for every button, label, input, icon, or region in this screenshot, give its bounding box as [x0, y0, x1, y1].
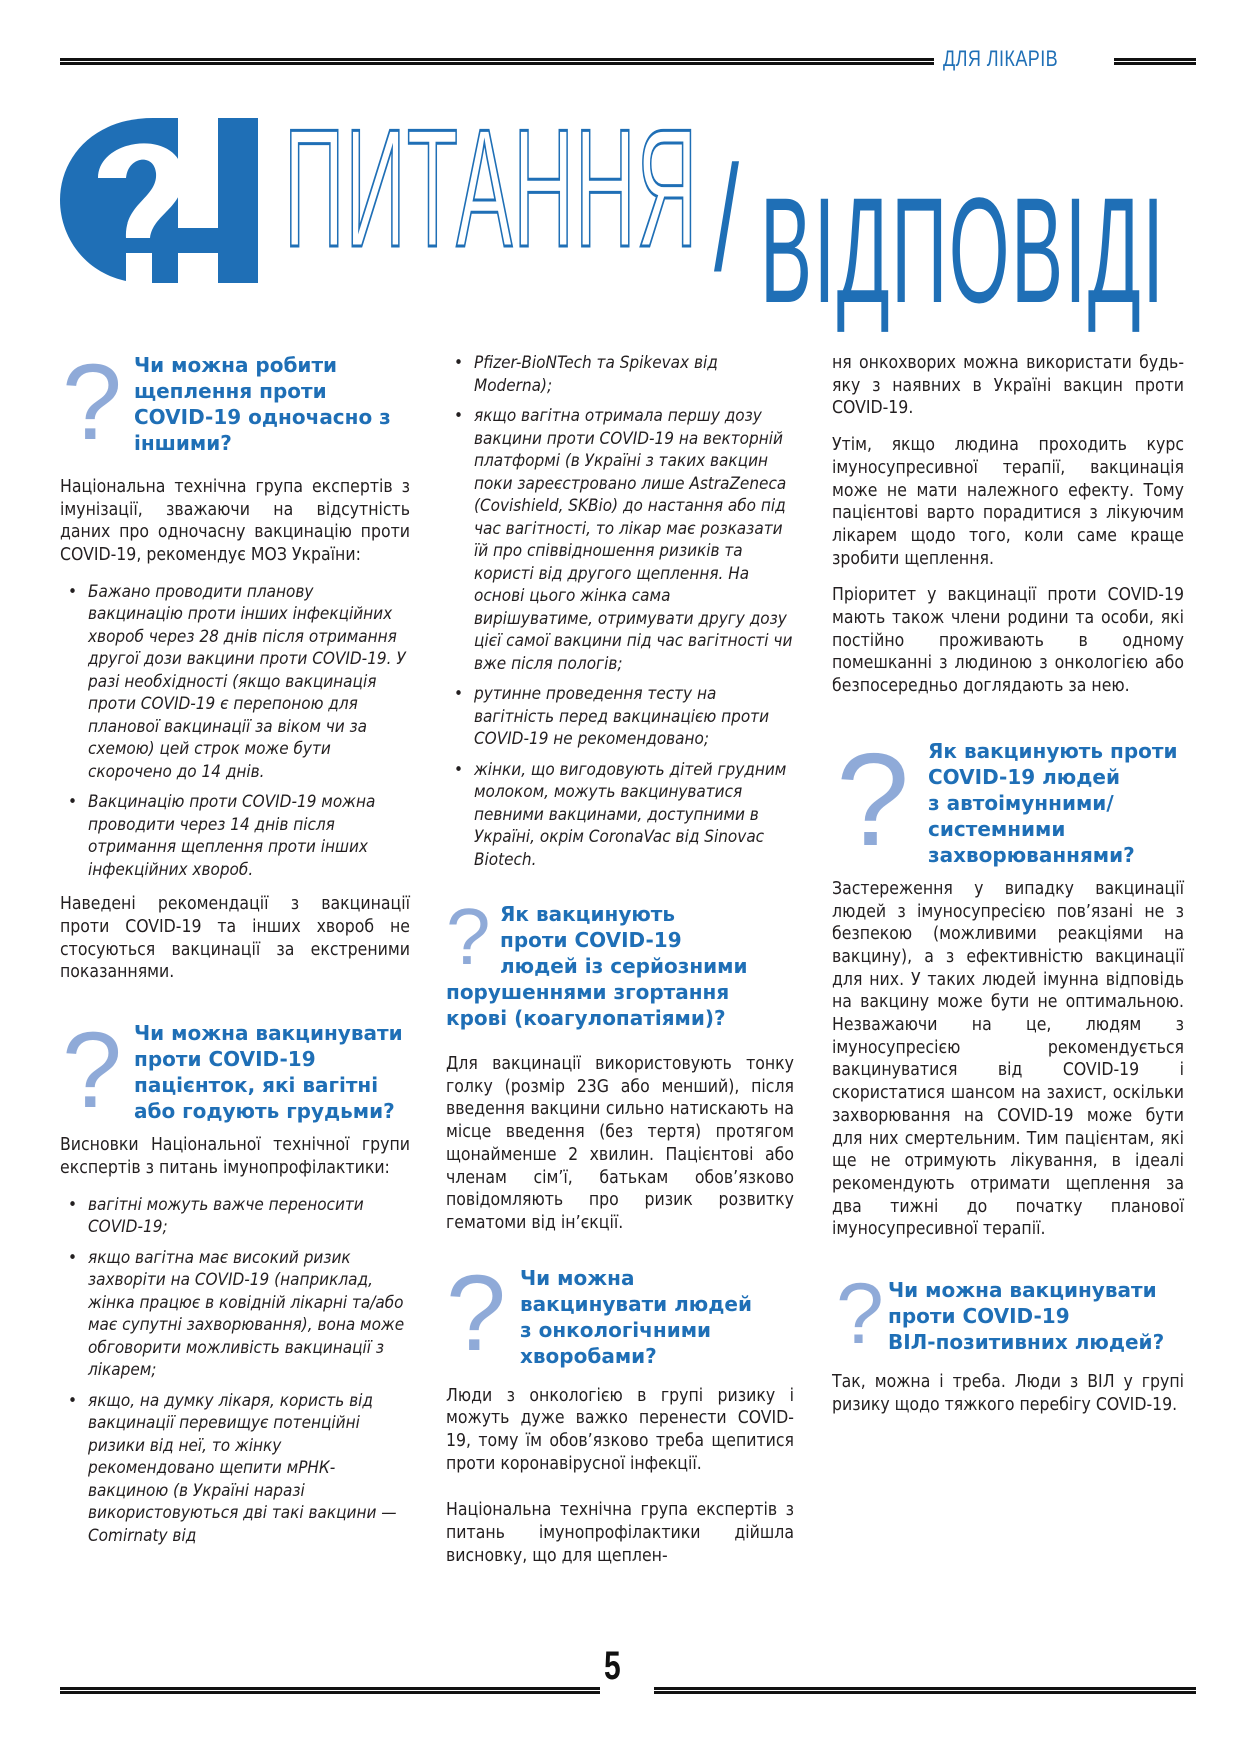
bullet-item: • вагітні можуть важче переносити COVID-19;	[88, 1194, 410, 1239]
bullet-item: • Вакцинацію проти COVID-19 можна проводити через 14 днів після отримання щеплення проти інших інфекційних хвороб.	[88, 791, 410, 881]
page-number: 5	[604, 1644, 621, 1688]
paragraph: Наведені рекомендації з вакцинації проти COVID-19 та інших хвороб не стосуються вакцинації за екстреними показаннями.	[60, 894, 410, 983]
bullet-list	[60, 1194, 410, 1548]
question-logo-icon	[58, 118, 258, 283]
question-title: Чи можна вакцинувати проти COVID-19 пацієнток, які вагітні або годують грудьми?	[134, 1021, 403, 1124]
question-heading	[446, 1251, 794, 1373]
question-heading	[446, 892, 794, 1031]
bullet-list	[60, 581, 410, 882]
question-title: Чи можна вакцинувати проти COVID-19 ВІЛ-позитивних людей?	[888, 1278, 1165, 1355]
bullet-item: • жінки, що вигодовують дітей грудним молоком, можуть вакцинуватися певними вакцинами, доступними в Україні, окрім CoronaVac від Sinovac Biotech.	[474, 759, 794, 872]
paragraph: Національна технічна група експертів з питань імунопрофілактики дійшла висновку, що для щеплен-	[446, 1500, 794, 1566]
bullet-item-continued: • Pfizer-BioNTech та Spikevax від Moderna);	[474, 352, 794, 397]
question-mark-icon: ?	[446, 1251, 507, 1373]
column-3	[832, 352, 1184, 1431]
header-rule-left	[60, 58, 934, 65]
paragraph: Люди з онкологією в групі ризику і можуть дуже важко перенести COVID-19, тому їм обов’язково треба щепитися проти коронавірусної інфекції.	[446, 1385, 794, 1474]
paragraph: Утім, якщо людина проходить курс імуносупресивної терапії, вакцинація може не мати належного ефекту. Тому пацієнтові варто порадитися з лікуючим лікарем щодо того, коли саме краще зробити щеплення.	[832, 435, 1184, 569]
title-slash: /	[714, 134, 740, 302]
title-questions: ПИТАННЯ	[284, 94, 699, 282]
question-heading	[832, 1266, 1184, 1363]
footer-rule-right	[654, 1687, 1196, 1694]
paragraph: Висновки Національної технічної групи експертів з питань імунопрофілактики:	[60, 1135, 410, 1178]
paragraph: Застереження у випадку вакцинації людей з імуносупресією пов’язані не з безпекою (можливими реакціями на вакцину), а з ефективністю вакцинації для них. У таких людей імунна відповідь на вакцину може бути не оптимальною. Незважаючи на це, людям з імуносупресією рекомендується вакцинуватися від COVID-19 і скористатися шансом на захист, оскільки захворювання на COVID-19 може бути для них смертельним. Тим пацієнтам, які ще не отримують лікування, в ідеалі рекомендують отримати щеплення за два тижні до початку планової імуносупресивної терапії.	[832, 878, 1184, 1240]
paragraph: Національна технічна група експертів з імунізації, зважаючи на відсутність даних про одночасну вакцинацію проти COVID-19, рекомендує МОЗ України:	[60, 477, 410, 566]
column-1	[60, 341, 410, 1559]
bullet-item: • рутинне проведення тесту на вагітність перед вакцинацією проти COVID-19 не рекомендовано;	[474, 683, 794, 751]
question-mark-icon: ?	[836, 1266, 884, 1363]
question-heading	[60, 341, 410, 462]
question-mark-icon: ?	[446, 892, 491, 981]
question-title: Чи можна робити щеплення проти COVID-19 одночасно з іншими?	[134, 353, 391, 455]
bullet-item: • якщо, на думку лікаря, користь від вакцинації перевищує потенційні ризики від неї, то жінку рекомендовано щепити мРНК-вакциною (в Україні наразі використовуються дві такі вакцини — Comirnaty від	[88, 1390, 410, 1548]
question-mark-icon: ?	[836, 725, 910, 873]
paragraph: Так, можна і треба. Люди з ВІЛ у групі ризику щодо тяжкого перебігу COVID-19.	[832, 1372, 1184, 1415]
question-mark-icon: ?	[62, 341, 123, 462]
question-mark-icon: ?	[62, 1009, 123, 1131]
bullet-item: • якщо вагітна має високий ризик захворіти на COVID-19 (наприклад, жінка працює в ковідній лікарні та/або має супутні захворювання), вона може обговорити можливість вакцинації з лікарем;	[88, 1247, 410, 1382]
bullet-item: • Бажано проводити планову вакцинацію проти інших інфекційних хвороб через 28 днів після отримання другої дози вакцини проти COVID-19. У разі необхідності (якщо вакцинація проти COVID-19 є перепоною для планової вакцинації за віком чи за схемою) цей строк може бути скорочено до 14 днів.	[88, 581, 410, 784]
question-title: Як вакцинують проти COVID-19 людей із серйозними порушеннями згортання крові (коагулопатіями)?	[446, 902, 748, 1030]
bullet-item: • якщо вагітна отримала першу дозу вакцини проти COVID-19 на векторній платформі (в Україні з таких вакцин поки зареєстровано лише AstraZeneca (Covishield, SKBio) до настання або під час вагітності, то лікар має розказати їй про співвідношення ризиків та користі від другого щеплення. На основі цього жінка сама вирішуватиме, отримувати другу дозу цієї самої вакцини під час вагітності чи вже після пологів;	[474, 405, 794, 675]
paragraph: Пріоритет у вакцинації проти COVID-19 мають також члени родини та особи, які постійно проживають в одному помешканні з людиною з онкологією або безпосередньо доглядають за нею.	[832, 585, 1184, 697]
footer-rule-left	[60, 1687, 600, 1694]
paragraph: Для вакцинації використовують тонку голку (розмір 23G або менший), після введення вакцини сильно натискають на місце введення (без тертя) протягом щонайменше 2 хвилин. Пацієнтові або членам сім’ї, батькам обов’язково повідомляють про ризик розвитку гематоми від ін’єкції.	[446, 1054, 794, 1233]
paragraph: ня онкохворих можна використати будь-яку з наявних в Україні вакцин проти COVID-19.	[832, 353, 1184, 419]
header-rule-right	[1114, 58, 1196, 65]
section-tag: ДЛЯ ЛІКАРІВ	[943, 46, 1059, 71]
column-2	[446, 352, 794, 1582]
question-title: Як вакцинують проти COVID-19 людей з автоімунними/ системними захворюваннями?	[928, 738, 1178, 867]
question-title: Чи можна вакцинувати людей з онкологічними хворобами?	[520, 1265, 752, 1368]
question-heading	[832, 725, 1184, 873]
title-answers: ВІДПОВІДІ	[760, 166, 1166, 334]
question-heading	[60, 1009, 410, 1131]
bullet-list-continued	[446, 352, 794, 871]
